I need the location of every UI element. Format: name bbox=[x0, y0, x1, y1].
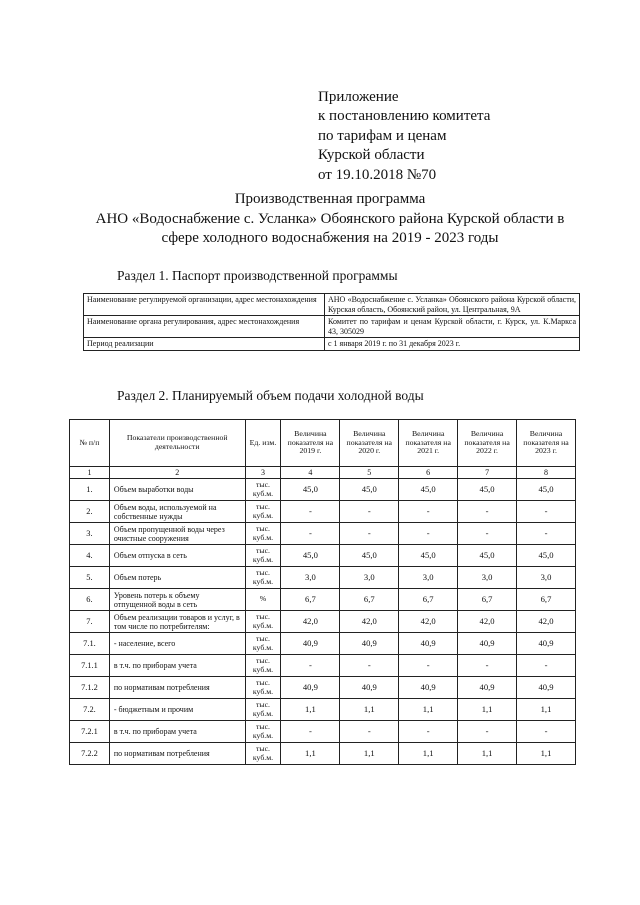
row-number: 2. bbox=[70, 501, 110, 523]
header-unit: Ед. изм. bbox=[245, 420, 281, 467]
row-value: - bbox=[517, 523, 576, 545]
header-year: Величина показателя на 2021 г. bbox=[399, 420, 458, 467]
row-number: 7. bbox=[70, 611, 110, 633]
table-row bbox=[70, 501, 576, 523]
row-value: 45,0 bbox=[281, 545, 340, 567]
row-value: 6,7 bbox=[458, 589, 517, 611]
row-value: 40,9 bbox=[281, 633, 340, 655]
row-value: 45,0 bbox=[517, 479, 576, 501]
row-value: 6,7 bbox=[517, 589, 576, 611]
row-value: 40,9 bbox=[340, 677, 399, 699]
passport-table bbox=[83, 293, 580, 351]
table-row bbox=[70, 523, 576, 545]
row-value: 1,1 bbox=[399, 699, 458, 721]
column-number: 4 bbox=[281, 467, 340, 479]
row-number: 7.1.1 bbox=[70, 655, 110, 677]
row-indicator-name: Уровень потерь к объему отпущенной воды в сеть bbox=[109, 589, 245, 611]
row-value: - bbox=[340, 523, 399, 545]
header-year: Величина показателя на 2019 г. bbox=[281, 420, 340, 467]
row-value: 3,0 bbox=[281, 567, 340, 589]
section2-heading: Раздел 2. Планируемый объем подачи холодной воды bbox=[117, 388, 424, 403]
row-value: 40,9 bbox=[399, 633, 458, 655]
row-value: - bbox=[458, 655, 517, 677]
water-volume-table bbox=[69, 419, 576, 765]
column-number: 3 bbox=[245, 467, 281, 479]
row-value: 45,0 bbox=[399, 545, 458, 567]
row-value: - bbox=[517, 721, 576, 743]
row-value: 45,0 bbox=[340, 479, 399, 501]
row-number: 7.1. bbox=[70, 633, 110, 655]
row-value: 1,1 bbox=[517, 743, 576, 765]
column-number: 2 bbox=[109, 467, 245, 479]
row-number: 3. bbox=[70, 523, 110, 545]
row-value: - bbox=[399, 523, 458, 545]
passport-row bbox=[84, 338, 580, 351]
row-indicator-name: - население, всего bbox=[109, 633, 245, 655]
row-indicator-name: в т.ч. по приборам учета bbox=[109, 655, 245, 677]
row-value: 45,0 bbox=[281, 479, 340, 501]
row-value: 45,0 bbox=[458, 545, 517, 567]
row-value: - bbox=[281, 523, 340, 545]
header-indicator: Показатели производственной деятельности bbox=[109, 420, 245, 467]
row-number: 1. bbox=[70, 479, 110, 501]
row-value: - bbox=[281, 501, 340, 523]
table-row bbox=[70, 699, 576, 721]
row-value: - bbox=[517, 655, 576, 677]
row-value: - bbox=[399, 721, 458, 743]
row-value: 1,1 bbox=[340, 743, 399, 765]
row-indicator-name: Объем выработки воды bbox=[109, 479, 245, 501]
row-value: 1,1 bbox=[458, 743, 517, 765]
column-number-row bbox=[70, 467, 576, 479]
row-value: 3,0 bbox=[458, 567, 517, 589]
row-unit: тыс. куб.м. bbox=[245, 721, 281, 743]
table-row bbox=[70, 545, 576, 567]
row-value: 40,9 bbox=[281, 677, 340, 699]
column-number: 1 bbox=[70, 467, 110, 479]
passport-label: Наименование регулируемой организации, адрес местонахождения bbox=[84, 294, 325, 316]
row-number: 7.2.1 bbox=[70, 721, 110, 743]
row-value: 42,0 bbox=[399, 611, 458, 633]
section1-heading: Раздел 1. Паспорт производственной программы bbox=[117, 268, 398, 283]
row-value: 3,0 bbox=[340, 567, 399, 589]
row-unit: тыс. куб.м. bbox=[245, 743, 281, 765]
row-number: 7.2.2 bbox=[70, 743, 110, 765]
row-value: 42,0 bbox=[281, 611, 340, 633]
row-number: 7.1.2 bbox=[70, 677, 110, 699]
passport-value: с 1 января 2019 г. по 31 декабря 2023 г. bbox=[325, 338, 580, 351]
row-value: 1,1 bbox=[281, 743, 340, 765]
column-number: 5 bbox=[340, 467, 399, 479]
column-number: 8 bbox=[517, 467, 576, 479]
row-indicator-name: по нормативам потребления bbox=[109, 743, 245, 765]
table-row bbox=[70, 721, 576, 743]
title-line: Производственная программа bbox=[234, 191, 426, 207]
row-value: 6,7 bbox=[340, 589, 399, 611]
table-row bbox=[70, 611, 576, 633]
appendix-block bbox=[318, 88, 618, 185]
row-unit: тыс. куб.м. bbox=[245, 567, 281, 589]
row-value: - bbox=[340, 501, 399, 523]
row-value: 1,1 bbox=[340, 699, 399, 721]
header-year: Величина показателя на 2022 г. bbox=[458, 420, 517, 467]
row-number: 7.2. bbox=[70, 699, 110, 721]
row-value: 40,9 bbox=[458, 633, 517, 655]
row-value: 1,1 bbox=[281, 699, 340, 721]
header-year: Величина показателя на 2020 г. bbox=[340, 420, 399, 467]
row-value: 42,0 bbox=[517, 611, 576, 633]
row-value: 40,9 bbox=[458, 677, 517, 699]
row-unit: тыс. куб.м. bbox=[245, 523, 281, 545]
passport-row bbox=[84, 316, 580, 338]
row-value: 45,0 bbox=[517, 545, 576, 567]
row-value: 45,0 bbox=[458, 479, 517, 501]
row-number: 6. bbox=[70, 589, 110, 611]
appendix-line: Курской области bbox=[318, 147, 425, 164]
column-number: 6 bbox=[399, 467, 458, 479]
table-row bbox=[70, 655, 576, 677]
row-value: - bbox=[458, 721, 517, 743]
title-line: сфере холодного водоснабжения на 2019 - 2023 годы bbox=[161, 230, 499, 247]
table-row bbox=[70, 589, 576, 611]
document-title bbox=[40, 190, 620, 249]
row-value: - bbox=[281, 721, 340, 743]
passport-value: АНО «Водоснабжение с. Усланка» Обоянского района Курской области, Курская область, Обоянский район, ул. Центральная, 9А bbox=[325, 294, 580, 316]
row-value: 40,9 bbox=[399, 677, 458, 699]
row-unit: тыс. куб.м. bbox=[245, 479, 281, 501]
row-value: - bbox=[517, 501, 576, 523]
row-value: 6,7 bbox=[281, 589, 340, 611]
appendix-line: по тарифам и ценам bbox=[318, 127, 447, 144]
row-value: 6,7 bbox=[399, 589, 458, 611]
row-unit: тыс. куб.м. bbox=[245, 677, 281, 699]
passport-label: Период реализации bbox=[84, 338, 325, 351]
header-num: № п/п bbox=[70, 420, 110, 467]
row-indicator-name: - бюджетным и прочим bbox=[109, 699, 245, 721]
row-value: - bbox=[458, 523, 517, 545]
row-unit: тыс. куб.м. bbox=[245, 501, 281, 523]
row-value: - bbox=[281, 655, 340, 677]
header-year: Величина показателя на 2023 г. bbox=[517, 420, 576, 467]
table-row bbox=[70, 479, 576, 501]
title-line: АНО «Водоснабжение с. Усланка» Обоянского района Курской области в bbox=[95, 210, 565, 227]
column-number: 7 bbox=[458, 467, 517, 479]
row-indicator-name: Объем воды, используемой на собственные нужды bbox=[109, 501, 245, 523]
row-number: 4. bbox=[70, 545, 110, 567]
row-unit: тыс. куб.м. bbox=[245, 545, 281, 567]
row-value: 42,0 bbox=[340, 611, 399, 633]
row-indicator-name: Объем реализации товаров и услуг, в том числе по потребителям: bbox=[109, 611, 245, 633]
passport-row bbox=[84, 294, 580, 316]
row-value: 3,0 bbox=[517, 567, 576, 589]
row-value: 1,1 bbox=[458, 699, 517, 721]
row-indicator-name: Объем отпуска в сеть bbox=[109, 545, 245, 567]
row-value: - bbox=[340, 721, 399, 743]
row-value: 3,0 bbox=[399, 567, 458, 589]
row-value: - bbox=[458, 501, 517, 523]
row-value: 45,0 bbox=[399, 479, 458, 501]
row-value: - bbox=[399, 655, 458, 677]
row-value: 45,0 bbox=[340, 545, 399, 567]
appendix-line: к постановлению комитета bbox=[318, 108, 491, 125]
row-indicator-name: Объем потерь bbox=[109, 567, 245, 589]
table-row bbox=[70, 567, 576, 589]
row-indicator-name: Объем пропущенной воды через очистные сооружения bbox=[109, 523, 245, 545]
appendix-line: Приложение bbox=[318, 89, 399, 105]
row-number: 5. bbox=[70, 567, 110, 589]
row-unit: тыс. куб.м. bbox=[245, 655, 281, 677]
row-value: 40,9 bbox=[517, 677, 576, 699]
row-value: 40,9 bbox=[340, 633, 399, 655]
row-value: - bbox=[340, 655, 399, 677]
row-value: 40,9 bbox=[517, 633, 576, 655]
appendix-line: от 19.10.2018 №70 bbox=[318, 166, 437, 183]
row-unit: % bbox=[245, 589, 281, 611]
table-row bbox=[70, 633, 576, 655]
row-value: 1,1 bbox=[517, 699, 576, 721]
row-unit: тыс. куб.м. bbox=[245, 611, 281, 633]
passport-label: Наименование органа регулирования, адрес местонахождения bbox=[84, 316, 325, 338]
row-indicator-name: по нормативам потребления bbox=[109, 677, 245, 699]
table-row bbox=[70, 743, 576, 765]
table-header-row bbox=[70, 420, 576, 467]
row-indicator-name: в т.ч. по приборам учета bbox=[109, 721, 245, 743]
row-value: - bbox=[399, 501, 458, 523]
row-value: 42,0 bbox=[458, 611, 517, 633]
row-unit: тыс. куб.м. bbox=[245, 699, 281, 721]
table-row bbox=[70, 677, 576, 699]
row-unit: тыс. куб.м. bbox=[245, 633, 281, 655]
row-value: 1,1 bbox=[399, 743, 458, 765]
passport-value: Комитет по тарифам и ценам Курской области, г. Курск, ул. К.Маркса 43, 305029 bbox=[325, 316, 580, 338]
